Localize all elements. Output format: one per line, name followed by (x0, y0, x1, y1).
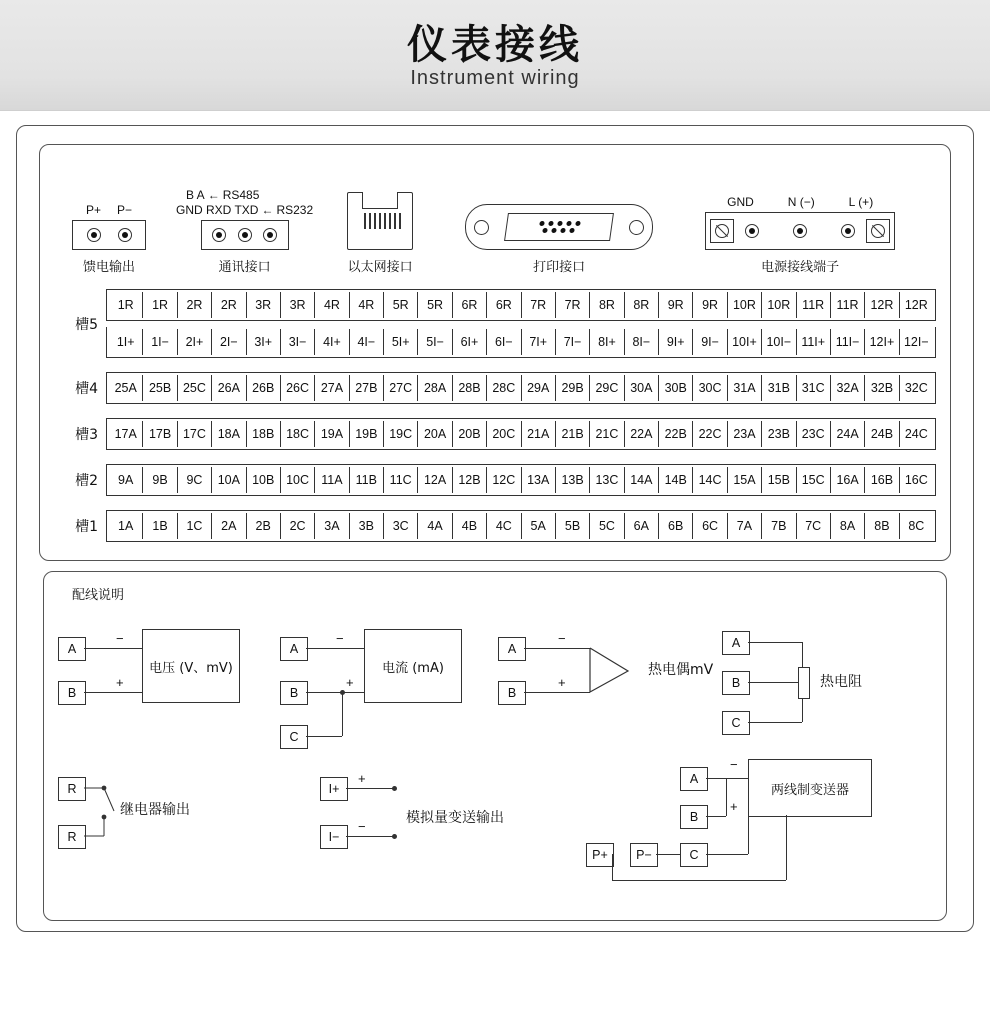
relay-terminal-r1: R (58, 777, 86, 801)
terminal-cell: 11I+ (797, 329, 831, 355)
feed-terminal-block[interactable] (72, 220, 146, 250)
terminal-node (392, 786, 397, 791)
terminal-cell: 26C (281, 375, 315, 401)
terminal-cell: 8I− (625, 329, 659, 355)
terminal-cell: 19C (384, 421, 418, 447)
terminal-cell: 7I− (556, 329, 590, 355)
terminal-cell: 5R (418, 292, 452, 318)
terminal-cell: 21A (522, 421, 556, 447)
junction-node (340, 690, 345, 695)
terminal-cell: 4B (453, 513, 487, 539)
terminal-strip (106, 289, 936, 321)
terminal-cell: 11R (797, 292, 831, 318)
connector-power[interactable] (705, 193, 895, 275)
twt-polarity-plus: + (730, 799, 738, 814)
rtd-terminal-a: A (722, 631, 750, 655)
screw-icon (841, 224, 855, 238)
terminal-cell: 14B (659, 467, 693, 493)
terminal-cell: 4R (350, 292, 384, 318)
terminal-strip (106, 464, 936, 496)
terminal-cell: 1R (143, 292, 177, 318)
voltage-polarity-plus: + (116, 675, 124, 690)
terminal-cell: 12I+ (865, 329, 899, 355)
terminal-cell: 31B (762, 375, 796, 401)
terminal-cell: 10I− (762, 329, 796, 355)
wire (748, 805, 749, 854)
terminal-cell: 24A (831, 421, 865, 447)
screw-icon (238, 228, 252, 242)
tc-terminal-b: B (498, 681, 526, 705)
terminal-cell: 4C (487, 513, 521, 539)
page-header (0, 0, 990, 111)
rs232-standard: RS232 (276, 203, 314, 217)
terminal-cell: 5R (384, 292, 418, 318)
terminal-cell: 20C (487, 421, 521, 447)
terminal-cell: 23C (797, 421, 831, 447)
terminal-node (392, 834, 397, 839)
db9-screw-hole (629, 220, 644, 235)
page-title-en: Instrument wiring (410, 66, 580, 89)
terminal-cell: 17B (143, 421, 177, 447)
terminal-cell: 14C (693, 467, 727, 493)
thermocouple-icon (588, 633, 640, 714)
comm-caption: 通讯接口 (218, 260, 271, 275)
relay-device: 继电器输出 (120, 802, 190, 818)
terminal-cell: 5B (556, 513, 590, 539)
feed-caption: 馈电输出 (82, 260, 135, 275)
terminal-cell: 8R (590, 292, 624, 318)
terminal-cell: 9R (693, 292, 727, 318)
terminal-cell: 12R (865, 292, 899, 318)
terminal-cell: 3C (384, 513, 418, 539)
terminal-cell: 10C (281, 467, 315, 493)
current-terminal-c: C (280, 725, 308, 749)
twt-polarity-minus: − (730, 757, 738, 772)
twt-terminal-a: A (680, 767, 708, 791)
terminal-cell: 7A (728, 513, 762, 539)
comm-bus-labels (176, 188, 313, 218)
terminal-cell: 6B (659, 513, 693, 539)
terminal-cell: 8B (865, 513, 899, 539)
rs485-standard: RS485 (222, 188, 260, 202)
terminal-cell: 17C (178, 421, 212, 447)
terminal-strip (106, 418, 936, 450)
slot-row-4 (54, 372, 936, 404)
power-screws (745, 224, 855, 238)
terminal-cell: 2R (212, 292, 246, 318)
slot-5-strips (106, 289, 936, 358)
terminal-cell: 6C (693, 513, 727, 539)
voltage-polarity-minus: − (116, 631, 124, 646)
slot-2-strips (106, 464, 936, 496)
terminal-cell: 11C (384, 467, 418, 493)
terminal-cell: 27C (384, 375, 418, 401)
wire (656, 854, 680, 855)
terminal-cell: 16A (831, 467, 865, 493)
terminal-cell: 29B (556, 375, 590, 401)
power-pin-n: N (−) (787, 195, 815, 209)
wire (726, 778, 727, 816)
wire (306, 692, 342, 693)
terminal-cell: 2A (212, 513, 246, 539)
terminal-cell: 11I− (831, 329, 865, 355)
rs232-arrow: ← (261, 203, 274, 217)
terminal-cell: 22B (659, 421, 693, 447)
terminal-cell: 26B (247, 375, 281, 401)
terminal-cell: 2I− (212, 329, 246, 355)
rtd-terminal-c: C (722, 711, 750, 735)
analog-device: 模拟量变送输出 (406, 810, 504, 826)
tc-polarity-minus: − (558, 631, 566, 646)
terminal-cell: 10A (212, 467, 246, 493)
slot-label-5: 槽5 (75, 316, 98, 333)
terminal-cell: 16B (865, 467, 899, 493)
terminal-cell: 2I+ (178, 329, 212, 355)
terminal-cell: 11B (350, 467, 384, 493)
terminal-cell: 19B (350, 421, 384, 447)
feed-pin-1: P+ (85, 203, 101, 217)
wire (748, 642, 802, 643)
terminal-cell: 25C (178, 375, 212, 401)
thermocouple-device: 热电偶mV (648, 662, 714, 678)
terminal-cell: 27B (350, 375, 384, 401)
wire (346, 836, 394, 837)
terminal-cell: 7B (762, 513, 796, 539)
rs232-label-row (176, 203, 313, 218)
slot-row-1 (54, 510, 936, 542)
screw-icon (745, 224, 759, 238)
slot-label-3: 槽3 (75, 427, 98, 443)
analog-terminal-ip: I+ (320, 777, 348, 801)
terminal-cell: 6R (453, 292, 487, 318)
terminal-cell: 27A (315, 375, 349, 401)
terminal-cell: 15B (762, 467, 796, 493)
wire (524, 648, 590, 649)
slot-3-strips (106, 418, 936, 450)
terminal-cell: 5A (522, 513, 556, 539)
terminal-cell: 13A (522, 467, 556, 493)
terminal-cell: 7C (797, 513, 831, 539)
slot-4-strips (106, 372, 936, 404)
rj45-icon (347, 192, 413, 250)
terminal-cell: 31A (728, 375, 762, 401)
terminal-cell: 3I+ (247, 329, 281, 355)
terminal-strip (106, 327, 936, 358)
wire (306, 736, 342, 737)
terminal-cell: 13B (556, 467, 590, 493)
terminal-cell: 4I− (350, 329, 384, 355)
terminal-cell: 22C (693, 421, 727, 447)
terminal-cell: 28A (418, 375, 452, 401)
wiring-legend-panel (43, 571, 947, 921)
terminal-cell: 20B (453, 421, 487, 447)
tc-terminal-a: A (498, 637, 526, 661)
terminal-cell: 8A (831, 513, 865, 539)
wire (342, 692, 364, 693)
analog-polarity-plus: + (358, 771, 366, 786)
terminal-cell: 3B (350, 513, 384, 539)
connector-printer[interactable] (465, 204, 653, 275)
terminal-cell: 18B (247, 421, 281, 447)
rs485-label-row (176, 188, 313, 203)
terminal-cell: 7R (522, 292, 556, 318)
terminal-strip (106, 372, 936, 404)
power-pin-gnd: GND (727, 195, 754, 209)
rj45-pins (364, 213, 401, 229)
wire (84, 648, 142, 649)
terminal-cell: 12C (487, 467, 521, 493)
terminal-cell: 15C (797, 467, 831, 493)
twt-terminal-b: B (680, 805, 708, 829)
terminal-cell: 30B (659, 375, 693, 401)
power-end-cap-right (866, 219, 890, 243)
rs485-arrow: ← (207, 188, 220, 202)
terminal-cell: 21B (556, 421, 590, 447)
terminal-cell: 1I− (143, 329, 177, 355)
terminal-cell: 2B (247, 513, 281, 539)
screw-icon (793, 224, 807, 238)
slot-row-2 (54, 464, 936, 496)
terminal-cell: 28C (487, 375, 521, 401)
relay-terminal-r2: R (58, 825, 86, 849)
twt-terminal-c: C (680, 843, 708, 867)
terminal-cell: 32B (865, 375, 899, 401)
terminal-cell: 12R (904, 298, 928, 312)
terminal-cell: 19A (315, 421, 349, 447)
terminal-panel (39, 144, 951, 561)
terminal-cell: 9I− (693, 329, 727, 355)
terminal-cell: 14A (625, 467, 659, 493)
page-title-cn: 仪表接线 (407, 21, 583, 68)
terminal-cell: 25A (109, 375, 143, 401)
terminal-cell: 8I+ (590, 329, 624, 355)
terminal-cell: 6I− (487, 329, 521, 355)
terminal-cell: 9R (659, 292, 693, 318)
terminal-cell: 13C (590, 467, 624, 493)
terminal-cell: 10R (762, 292, 796, 318)
terminal-cell: 24B (865, 421, 899, 447)
terminal-cell: 7I+ (522, 329, 556, 355)
twt-terminal-pminus: P− (630, 843, 658, 867)
db9-pin-row-top (539, 221, 581, 226)
page-body (0, 111, 990, 942)
wiring-outer-box (16, 125, 974, 932)
terminal-cell: 10R (728, 292, 762, 318)
slot-row-5 (54, 289, 936, 358)
connector-comm[interactable] (176, 188, 313, 275)
terminal-cell: 30A (625, 375, 659, 401)
terminal-cell: 10I+ (728, 329, 762, 355)
current-terminal-b: B (280, 681, 308, 705)
terminal-cell: 3A (315, 513, 349, 539)
terminal-cell: 7R (556, 292, 590, 318)
terminal-cell: 18C (281, 421, 315, 447)
rtd-device: 热电阻 (820, 674, 862, 690)
power-pin-labels (710, 193, 890, 209)
terminal-cell: 10B (247, 467, 281, 493)
wire (612, 880, 786, 881)
comm-terminal-block[interactable] (201, 220, 289, 250)
terminal-cell: 16C (904, 473, 928, 487)
wire (524, 692, 590, 693)
wire (346, 788, 394, 789)
voltage-terminal-b: B (58, 681, 86, 705)
slot-row-3 (54, 418, 936, 450)
terminal-cell: 11A (315, 467, 349, 493)
screw-icon (212, 228, 226, 242)
screw-icon (263, 228, 277, 242)
wire (786, 815, 787, 880)
terminal-cell: 5C (590, 513, 624, 539)
terminal-cell: 5I+ (384, 329, 418, 355)
terminal-cell: 1R (109, 292, 143, 318)
wire (748, 682, 798, 683)
analog-terminal-in: I− (320, 825, 348, 849)
printer-caption: 打印接口 (533, 260, 586, 275)
terminal-cell: 31C (797, 375, 831, 401)
terminal-cell: 8C (908, 519, 925, 533)
terminal-cell: 9B (143, 467, 177, 493)
wire (748, 722, 802, 723)
terminal-cell: 4I+ (315, 329, 349, 355)
terminal-cell: 30C (693, 375, 727, 401)
terminal-cell: 2R (178, 292, 212, 318)
terminal-cell: 28B (453, 375, 487, 401)
rtd-element-icon (798, 667, 810, 699)
terminal-cell: 26A (212, 375, 246, 401)
analog-polarity-minus: − (358, 819, 366, 834)
terminal-cell: 5I− (418, 329, 452, 355)
terminal-cell: 23A (728, 421, 762, 447)
slot-label-4: 槽4 (75, 381, 98, 397)
current-terminal-a: A (280, 637, 308, 661)
terminal-cell: 11R (831, 292, 865, 318)
voltage-device: 电压 (V、mV) (142, 629, 240, 703)
wire (706, 816, 726, 817)
ethernet-caption: 以太网接口 (347, 260, 413, 275)
connector-feed-output[interactable] (72, 201, 146, 275)
power-end-cap-left (710, 219, 734, 243)
current-polarity-minus: − (336, 631, 344, 646)
terminal-cell: 6R (487, 292, 521, 318)
terminal-cell: 21C (590, 421, 624, 447)
terminal-cell: 22A (625, 421, 659, 447)
wire (706, 778, 748, 779)
wire (706, 854, 748, 855)
terminal-cell: 3R (281, 292, 315, 318)
terminal-cell: 2C (281, 513, 315, 539)
rs485-pins: B A (186, 188, 205, 202)
wire (84, 692, 142, 693)
db9-screw-hole (474, 220, 489, 235)
connector-ethernet[interactable] (347, 192, 413, 275)
terminal-cell: 9A (109, 467, 143, 493)
slot-1-strips (106, 510, 936, 542)
legend-title: 配线说明 (72, 588, 125, 603)
feed-pin-2: P− (116, 203, 132, 217)
legend-canvas (58, 609, 932, 897)
terminal-cell: 29A (522, 375, 556, 401)
terminal-cell: 9I+ (659, 329, 693, 355)
power-pin-l: L (+) (848, 195, 874, 209)
terminal-cell: 6I+ (453, 329, 487, 355)
terminal-cell: 1I+ (109, 329, 143, 355)
db9-pin-row-bottom (542, 228, 575, 233)
current-polarity-plus: + (346, 675, 354, 690)
voltage-terminal-a: A (58, 637, 86, 661)
terminal-cell: 3I− (281, 329, 315, 355)
tc-polarity-plus: + (558, 675, 566, 690)
terminal-cell: 15A (728, 467, 762, 493)
terminal-cell: 3R (247, 292, 281, 318)
db9-shell (504, 213, 614, 241)
terminal-cell: 24C (904, 427, 928, 441)
wire (342, 692, 343, 736)
terminal-cell: 18A (212, 421, 246, 447)
terminal-cell: 32C (904, 381, 928, 395)
terminal-cell: 20A (418, 421, 452, 447)
terminal-cell: 6A (625, 513, 659, 539)
terminal-strip (106, 510, 936, 542)
power-caption: 电源接线端子 (761, 260, 840, 275)
slot-label-2: 槽2 (75, 473, 98, 489)
terminal-cell: 17A (109, 421, 143, 447)
terminal-cell: 1C (178, 513, 212, 539)
rtd-terminal-b: B (722, 671, 750, 695)
terminal-cell: 9C (178, 467, 212, 493)
db9-icon (465, 204, 653, 250)
power-terminal-block[interactable] (705, 212, 895, 250)
terminal-cell: 1B (143, 513, 177, 539)
terminal-cell: 29C (590, 375, 624, 401)
terminal-cell: 32A (831, 375, 865, 401)
terminal-cell: 4A (418, 513, 452, 539)
screw-icon (118, 228, 132, 242)
terminal-cell: 25B (143, 375, 177, 401)
terminal-cell: 12A (418, 467, 452, 493)
twt-device: 两线制变送器 (748, 759, 872, 817)
terminal-cell: 4R (315, 292, 349, 318)
rs232-pins: GND RXD TXD (176, 203, 259, 217)
terminal-cell: 12B (453, 467, 487, 493)
connector-row (54, 155, 936, 275)
terminal-cell: 1A (109, 513, 143, 539)
feed-pin-labels (78, 201, 140, 217)
twt-terminal-pplus: P+ (586, 843, 614, 867)
terminal-cell: 23B (762, 421, 796, 447)
terminal-cell: 8R (625, 292, 659, 318)
terminal-cell: 12I− (903, 335, 929, 349)
wire (306, 648, 364, 649)
slot-label-1: 槽1 (75, 519, 98, 535)
wire (612, 854, 613, 880)
current-device: 电流 (mA) (364, 629, 462, 703)
screw-icon (87, 228, 101, 242)
